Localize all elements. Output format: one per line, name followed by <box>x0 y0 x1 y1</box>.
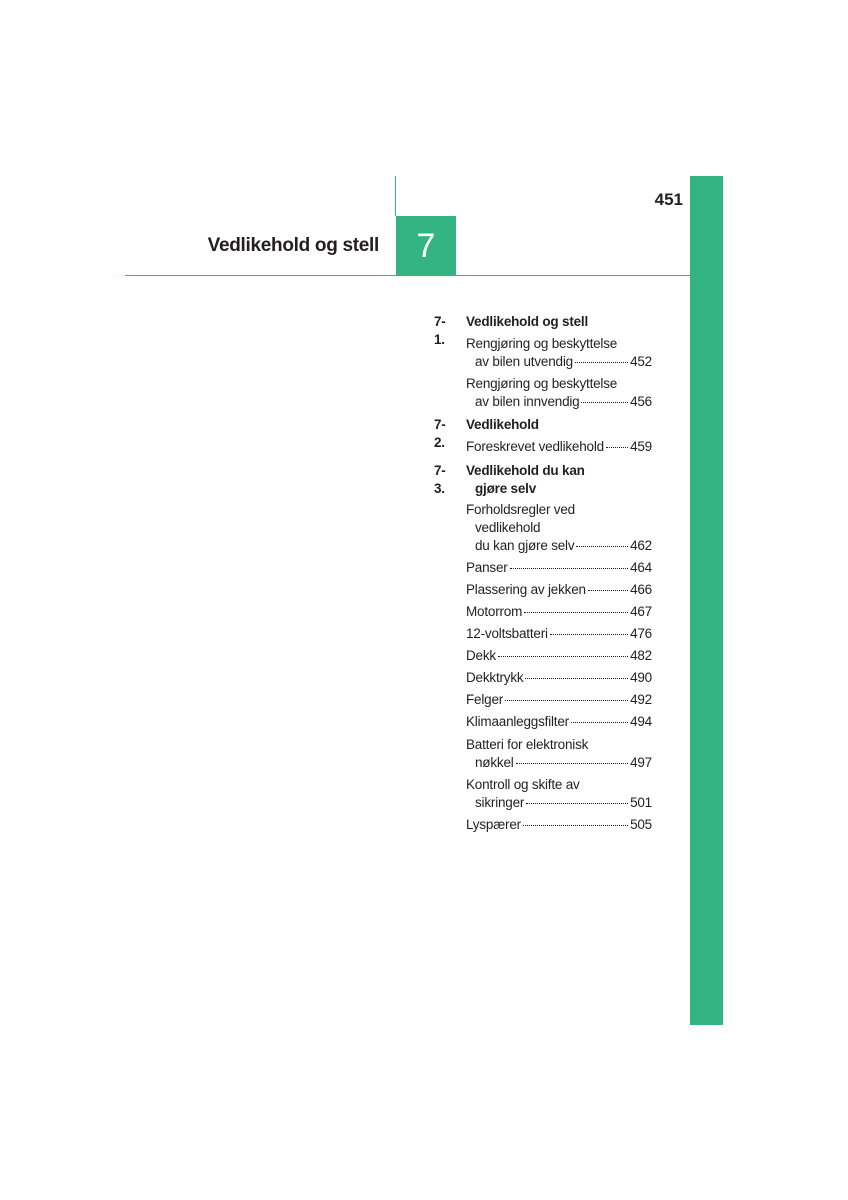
dot-leader <box>510 568 628 569</box>
entry-title-line: vedlikehold <box>475 520 541 535</box>
section-title: Vedlikehold og stell <box>466 314 589 329</box>
chapter-number: 7 <box>416 226 436 265</box>
section-number: 7-2. <box>434 417 446 450</box>
entry-leader-line <box>466 559 652 577</box>
entry-leader-line <box>466 581 652 599</box>
entry-title: Felger <box>466 692 504 707</box>
entry-page: 452 <box>630 354 652 369</box>
dot-leader <box>524 612 628 613</box>
dot-leader <box>571 722 628 723</box>
dot-leader <box>588 590 628 591</box>
entry-title: Panser <box>466 560 508 575</box>
toc-entry[interactable] <box>466 691 652 709</box>
chapter-title: Vedlikehold og stell <box>207 235 379 256</box>
entry-title: 12-voltsbatteri <box>466 626 548 641</box>
dot-leader <box>606 447 628 448</box>
entry-page: 494 <box>630 714 652 729</box>
entry-page: 476 <box>630 626 652 641</box>
dot-leader <box>523 825 628 826</box>
entry-title: av bilen utvendig <box>475 354 573 369</box>
entry-leader-line <box>466 691 652 709</box>
entry-title: Dekk <box>466 648 496 663</box>
entry-title-line: Rengjøring og beskyttelse <box>466 336 618 351</box>
entry-page: 505 <box>630 817 652 832</box>
entry-title-line: Rengjøring og beskyttelse <box>466 376 618 391</box>
toc-entry[interactable] <box>466 559 652 577</box>
toc-entry[interactable] <box>466 501 652 555</box>
entry-title: Klimaanleggsfilter <box>466 714 569 729</box>
entry-leader-line <box>466 625 652 643</box>
entry-leader-line <box>466 353 652 371</box>
entry-title: Lyspærer <box>466 817 521 832</box>
dot-leader <box>505 700 628 701</box>
entry-title: av bilen innvendig <box>475 394 580 409</box>
dot-leader <box>576 546 628 547</box>
chapter-side-tab <box>690 176 723 1025</box>
entry-title: du kan gjøre selv <box>475 538 575 553</box>
toc-entry[interactable] <box>466 647 652 665</box>
dot-leader <box>575 362 628 363</box>
dot-leader <box>526 803 628 804</box>
dot-leader <box>550 634 628 635</box>
entry-page: 490 <box>630 670 652 685</box>
toc-entry[interactable] <box>466 581 652 599</box>
entry-page: 482 <box>630 648 652 663</box>
entry-page: 466 <box>630 582 652 597</box>
toc-entry[interactable] <box>466 335 652 371</box>
toc-entry[interactable] <box>466 713 652 731</box>
toc-entry[interactable] <box>466 776 652 812</box>
dot-leader <box>516 763 629 764</box>
section-title: Vedlikehold du kan <box>466 463 585 478</box>
entry-page: 501 <box>630 795 652 810</box>
section-number: 7-3. <box>434 463 446 496</box>
toc-entry[interactable] <box>466 736 652 772</box>
entry-leader-line <box>466 537 652 555</box>
toc-entry[interactable] <box>466 603 652 621</box>
toc-entry[interactable] <box>466 625 652 643</box>
entry-page: 464 <box>630 560 652 575</box>
entry-leader-line <box>466 713 652 731</box>
entry-title-line: Forholdsregler ved <box>466 502 575 517</box>
section-title: Vedlikehold <box>466 417 539 432</box>
entry-page: 497 <box>630 755 652 770</box>
entry-title: nøkkel <box>475 755 514 770</box>
toc-entry[interactable] <box>466 438 652 456</box>
entry-page: 492 <box>630 692 652 707</box>
section-title-continued: gjøre selv <box>475 481 537 496</box>
entry-title-line: Batteri for elektronisk <box>466 737 589 752</box>
entry-title-line: Kontroll og skifte av <box>466 777 580 792</box>
toc-entry[interactable] <box>466 669 652 687</box>
entry-page: 456 <box>630 394 652 409</box>
entry-title: sikringer <box>475 795 525 810</box>
entry-leader-line <box>466 794 652 812</box>
dot-leader <box>581 402 628 403</box>
toc-entry[interactable] <box>466 375 652 411</box>
entry-title: Motorrom <box>466 604 523 619</box>
section-number: 7-1. <box>434 314 446 347</box>
header-vertical-rule <box>395 176 396 216</box>
entry-leader-line <box>466 647 652 665</box>
entry-leader-line <box>466 393 652 411</box>
entry-page: 467 <box>630 604 652 619</box>
entry-leader-line <box>466 603 652 621</box>
dot-leader <box>525 678 628 679</box>
entry-title: Dekktrykk <box>466 670 524 685</box>
entry-title: Foreskrevet vedlikehold <box>466 439 604 454</box>
entry-page: 462 <box>630 538 652 553</box>
entry-leader-line <box>466 669 652 687</box>
entry-leader-line <box>466 754 652 772</box>
toc-entry[interactable] <box>466 816 652 834</box>
page-number: 451 <box>654 190 683 209</box>
entry-leader-line <box>466 816 652 834</box>
entry-page: 459 <box>630 439 652 454</box>
entry-leader-line <box>466 438 652 456</box>
chapter-number-box <box>396 216 456 276</box>
dot-leader <box>498 656 628 657</box>
entry-title: Plassering av jekken <box>466 582 586 597</box>
